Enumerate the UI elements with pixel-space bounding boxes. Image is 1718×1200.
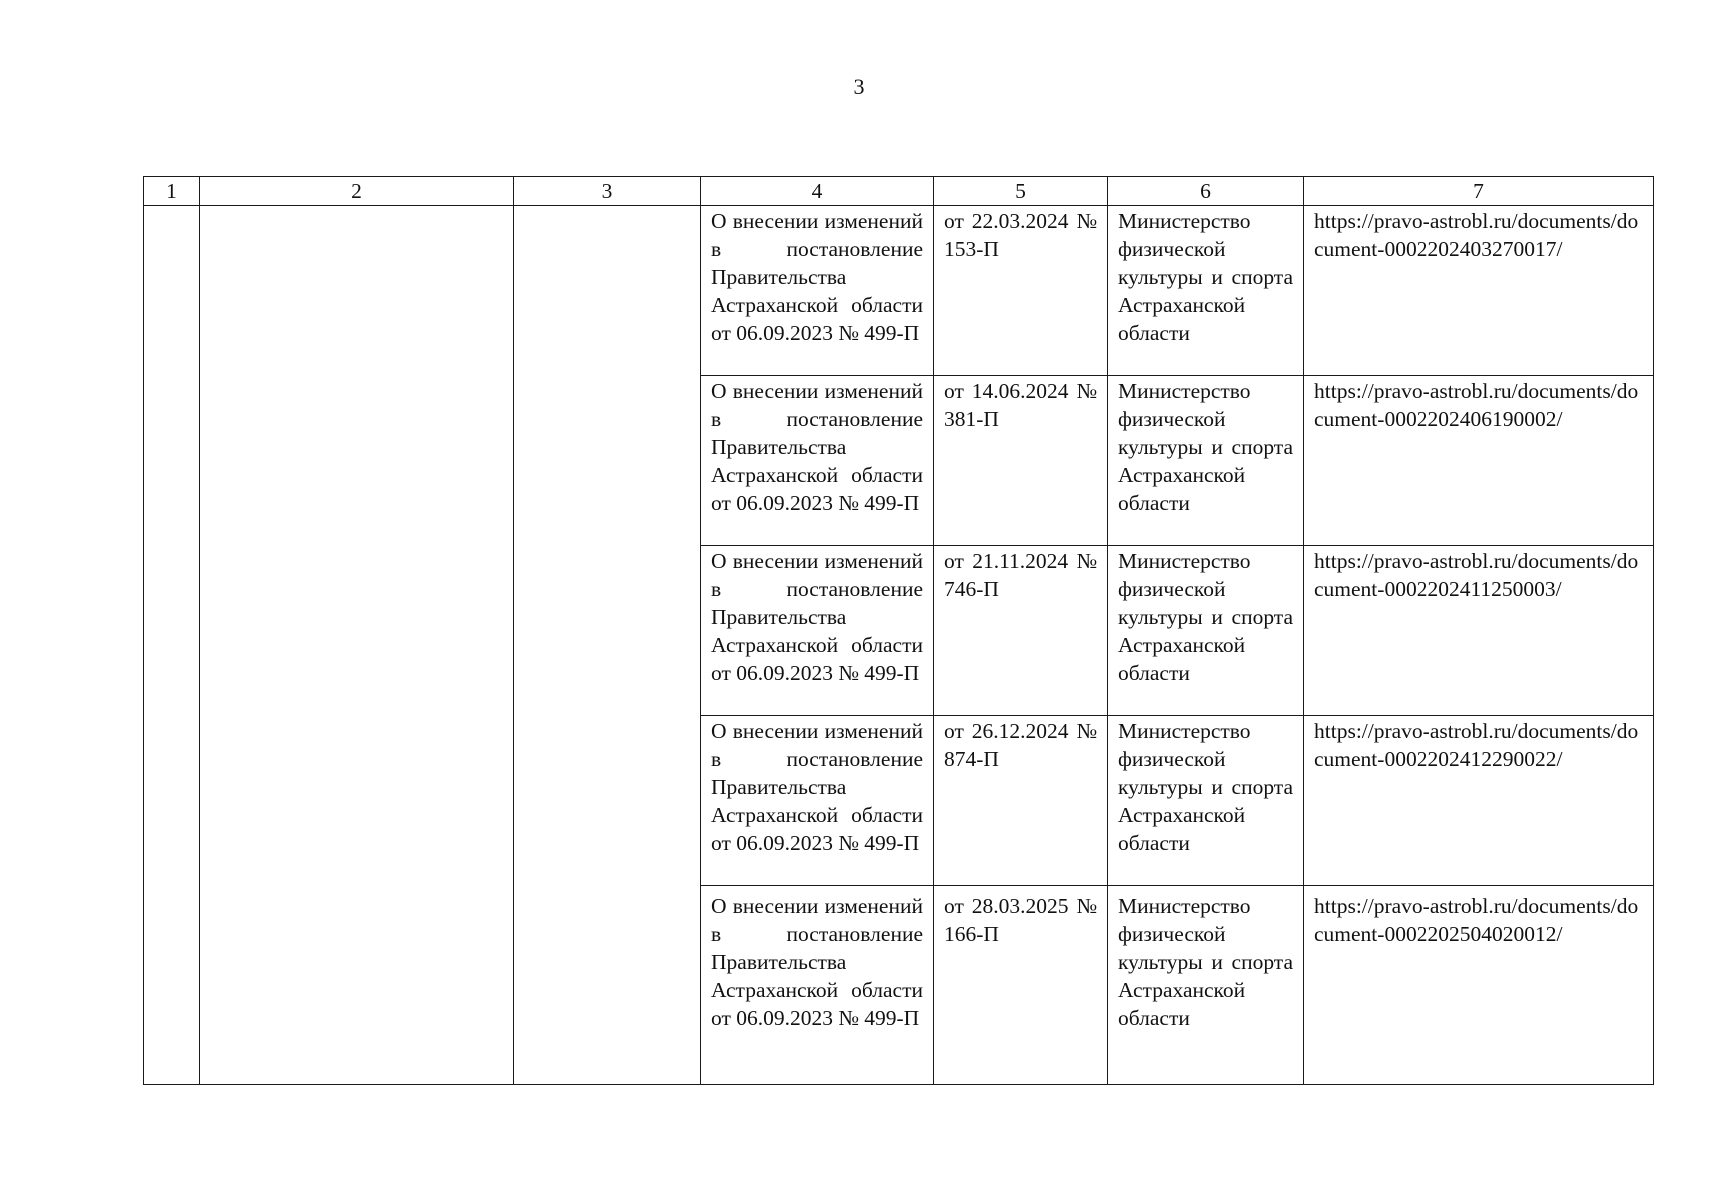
act-title-cell: О внесении изменений в постановление Правительства Астраханской области от 06.09.2023 № 499-П xyxy=(701,376,934,546)
act-date-number-cell: от 26.12.2024 № 874-П xyxy=(934,716,1108,886)
act-date-number-cell: от 28.03.2025 № 166-П xyxy=(934,886,1108,1085)
document-link[interactable]: https://pravo-astrobl.ru/documents/document-0002202412290022/ xyxy=(1304,716,1654,886)
column-number: 3 xyxy=(514,177,701,206)
document-link[interactable]: https://pravo-astrobl.ru/documents/document-0002202403270017/ xyxy=(1304,206,1654,376)
column-number: 2 xyxy=(200,177,514,206)
authority-cell: Министерство физической культуры и спорта Астраханской области xyxy=(1108,376,1304,546)
column-number: 1 xyxy=(144,177,200,206)
authority-cell: Министерство физической культуры и спорта Астраханской области xyxy=(1108,206,1304,376)
act-title-cell: О внесении изменений в постановление Правительства Астраханской области от 06.09.2023 № 499-П xyxy=(701,886,934,1085)
merged-cell-col3 xyxy=(514,206,701,1085)
authority-cell: Министерство физической культуры и спорта Астраханской области xyxy=(1108,716,1304,886)
authority-cell: Министерство физической культуры и спорта Астраханской области xyxy=(1108,546,1304,716)
act-date-number-cell: от 22.03.2024 № 153-П xyxy=(934,206,1108,376)
act-title-cell: О внесении изменений в постановление Правительства Астраханской области от 06.09.2023 № 499-П xyxy=(701,716,934,886)
table-row xyxy=(144,206,1654,376)
column-number: 7 xyxy=(1304,177,1654,206)
authority-cell: Министерство физической культуры и спорта Астраханской области xyxy=(1108,886,1304,1085)
page-number: 3 xyxy=(853,74,865,99)
document-link[interactable]: https://pravo-astrobl.ru/documents/document-0002202504020012/ xyxy=(1304,886,1654,1085)
act-title-cell: О внесении изменений в постановление Правительства Астраханской области от 06.09.2023 № 499-П xyxy=(701,546,934,716)
merged-cell-col2 xyxy=(200,206,514,1085)
act-date-number-cell: от 14.06.2024 № 381-П xyxy=(934,376,1108,546)
legal-acts-table xyxy=(143,176,1654,1085)
column-number: 5 xyxy=(934,177,1108,206)
column-number: 4 xyxy=(701,177,934,206)
column-number-row xyxy=(144,177,1654,206)
column-number: 6 xyxy=(1108,177,1304,206)
act-title-cell: О внесении изменений в постановление Правительства Астраханской области от 06.09.2023 № 499-П xyxy=(701,206,934,376)
act-date-number-cell: от 21.11.2024 № 746-П xyxy=(934,546,1108,716)
document-link[interactable]: https://pravo-astrobl.ru/documents/document-0002202406190002/ xyxy=(1304,376,1654,546)
document-link[interactable]: https://pravo-astrobl.ru/documents/document-0002202411250003/ xyxy=(1304,546,1654,716)
merged-cell-col1 xyxy=(144,206,200,1085)
